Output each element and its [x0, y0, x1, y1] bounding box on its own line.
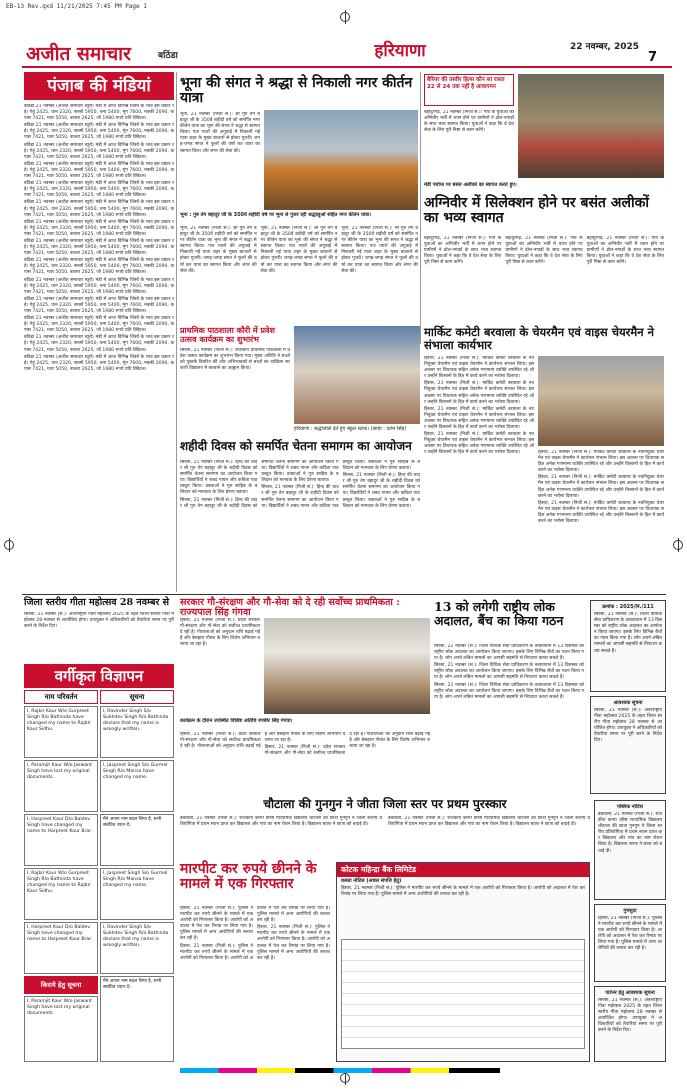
maarpit-paragraph: हिसार, 21 नवम्बर (निजी सं.): पुलिस ने मारपीट कर रुपये छीनने के मामले में एक आरोपी को गिरफ्तार किया है। आरोपी को अदालत में पेश कर रिमांड पर लिया गया है। पुलिस मामले में अन्य आरोपियों की तलाश कर रही है।: [180, 906, 330, 961]
maarpit-paragraph: हिसार, 21 नवम्बर (निजी सं.): पुलिस ने मारपीट कर रुपये छीनने के मामले में एक आरोपी को गिरफ्तार किया है। आरोपी को अदालत में पेश कर रिमांड पर लिया गया है। पुलिस मामले में अन्य आरोपियों की तलाश कर रही है।: [180, 906, 253, 942]
agniveer-paragraph: बहादुरगढ़, 21 नवम्बर (निजी सं.): गांव के युवाओं का अग्निवीर भर्ती में चयन होने पर ग्रामीणों ने ढोल-नगाड़ों के साथ भव्य स्वागत किया। युवाओं ने कहा कि वे देश सेवा के लिए पूरी निष्ठा से काम करेंगे।: [424, 236, 502, 266]
mandi-lead: बठिंडा 21 नवम्बर (अजीत समाचार ब्यूरो) मंडी में आज विभिन्न जिंसों के भाव इस प्रकार रहे। गेहूं 2425, धान 2320, सरसों 5950, चना 5400, मूंग 7600, मक्की 2090, कपास 7421, ग्वार 5050, बाजरा 2625, जौ 1980 रुपये प्रति क्विंटल।: [24, 161, 174, 180]
bank-notice-table: [341, 939, 585, 1049]
maarpit-headline: मारपीट कर रुपये छीनने के मामले में एक गिरफ्तार: [180, 861, 317, 893]
agniveer-body: [424, 236, 664, 320]
market-body-continued: [538, 450, 664, 590]
bank-name: कोटक महिन्द्रा बैंक लिमिटेड: [337, 863, 589, 877]
column-divider: [176, 72, 177, 592]
mandi-lead: बठिंडा 21 नवम्बर (अजीत समाचार ब्यूरो) मंडी में आज विभिन्न जिंसों के भाव इस प्रकार रहे। गेहूं 2425, धान 2320, सरसों 5950, चना 5400, मूंग 7600, मक्की 2090, कपास 7421, ग्वार 5050, बाजरा 2625, जौ 1980 रुपये प्रति क्विंटल।: [24, 277, 174, 295]
kirtan-paragraph: भूना, 21 नवम्बर (निजी सं.): श्री गुरु तेग बहादुर जी के 350वें शहीदी वर्ष को समर्पित नगर कीर्तन यात्रा का भूना की संगत ने श्रद्धा से स्वागत किया। पंज प्यारों की अगुवाई में निकाली गई यात्रा शहर के मुख्य बाजारों से होकर गुजरी। जगह-जगह संगत ने फूलों की वर्षा कर यात्रा का स्वागत किया और लंगर की सेवा की।: [260, 226, 338, 274]
mandi-lead: बठिंडा 21 नवम्बर (अजीत समाचार ब्यूरो) मंडी में आज विभिन्न जिंसों के भाव इस प्रकार रहे। गेहूं 2425, धान 2320, सरसों 5950, चना 5400, मूंग 7600, मक्की 2090, कपास 7421, ग्वार 5050, बाजरा 2625, जौ 1980 रुपये प्रति क्विंटल।: [24, 258, 174, 276]
public-notice-title: पब्लिक नोटिस: [616, 804, 644, 810]
shahidi-paragraph: सिरसा, 21 नवम्बर (निजी सं.): हिन्द की चादर श्री गुरु तेग बहादुर जी के शहीदी दिवस को समर्पित चेतना समागम का आयोजन किया गया। विद्यार्थियों ने शबद गायन और कविता पाठ प्रस्तुत किया। वक्ताओं ने गुरु साहिब के बलिदान को मानवता के लिए प्रेरणा बताया।: [261, 460, 420, 509]
mandi-lead: बठिंडा 21 नवम्बर (अजीत समाचार ब्यूरो) मंडी में आज विभिन्न जिंसों के भाव इस प्रकार रहे। गेहूं 2425, धान 2320, सरसों 5950, चना 5400, मूंग 7600, मक्की 2090, कपास 7421, ग्वार 5050, बाजरा 2625, जौ 1980 रुपये प्रति क्विंटल।: [24, 335, 174, 353]
market-paragraph: हिसार, 21 नवम्बर (निजी सं.): मार्किट कमेटी बरवाला के नवनियुक्त चेयरमैन एवं वाइस चेयरमैन ने कार्यभार संभाल लिया। इस अवसर पर विधायक सहित अनेक गणमान्य व्यक्ति उपस्थित रहे और उन्होंने किसानों के हित में कार्य करने का भरोसा दिलाया।: [538, 450, 664, 474]
shahidi-headline: शहीदी दिवस को समर्पित चेतना समागम का आयोजन: [180, 439, 412, 453]
classified-item: I, Jaspreet Singh S/o Gurmel Singh R/o Mansa have changed my name.: [100, 868, 174, 920]
public-notice-body: डबवाली, 21 नवम्बर (निजी सं.): राजकीय कन्या वरिष्ठ माध्यमिक विद्यालय चौटाला की छात्रा गुनगुन ने जिला स्तरीय प्रतियोगिता में प्रथम स्थान प्राप्त कर विद्यालय और गांव का नाम रोशन किया है। विद्यालय स्टाफ ने छात्रा को बधाई दी।: [598, 812, 662, 854]
shahidi-caption: हरियाणा : श्रद्धांजलि देते हुए स्कूल स्टाफ। (छाया : दर्शन सिंह): [294, 426, 407, 432]
notice-ad: [590, 696, 666, 794]
classified-item: I, Paramjit Kaur W/o Jaswant Singh have lost my original documents.: [24, 996, 98, 1062]
column-divider: [420, 72, 421, 344]
rent-notice-header: किराये हेतु सूचना: [24, 976, 98, 994]
classified-item: I, Rajbir Kaur W/o Gurpreet Singh R/o Bathinda have changed my name to Rajbir Kaur Sidhu.: [24, 868, 98, 920]
gita-body: सिरसा, 21 नवम्बर (सं.): अंतरराष्ट्रीय गीता महोत्सव 2025 के तहत जिला स्तरीय गीता महोत्सव 28 नवम्बर से आयोजित होगा। उपायुक्त ने अधिकारियों को तैयारियां समय पर पूरी करने के निर्देश दिए।: [24, 612, 174, 630]
tender-no: क्रमांक : 2025/नि./111: [602, 604, 654, 610]
classified-item: I, Paramjit Kaur W/o Jaswant Singh have lost my original documents.: [24, 760, 98, 812]
cow-caption: कार्यक्रम के दौरान उपस्थित विशिष्ट अतिथि रणबीर सिंह गंगवा।: [180, 718, 293, 724]
shahidi-body: [180, 460, 420, 590]
agniveer-paragraph: बहादुरगढ़, 21 नवम्बर (निजी सं.): गांव के युवाओं का अग्निवीर भर्ती में चयन होने पर ग्रामीणों ने ढोल-नगाड़ों के साथ भव्य स्वागत किया। युवाओं ने कहा कि वे देश सेवा के लिए पूरी निष्ठा से काम करेंगे।: [586, 236, 664, 266]
newspaper-logo: अजीत समाचार: [26, 43, 131, 65]
gita-headline: जिला स्तरीय गीता महोत्सव 28 नवम्बर से: [24, 597, 170, 608]
classified-item: मैंने अपना नाम बदल लिया है, सभी संबंधित ध्यान दें।: [100, 976, 174, 1062]
classified-col-right: सूचना: [100, 690, 174, 704]
market-paragraph: हिसार, 21 नवम्बर (निजी सं.): मार्किट कमेटी बरवाला के नवनियुक्त चेयरमैन एवं वाइस चेयरमैन ने कार्यभार संभाल लिया। इस अवसर पर विधायक सहित अनेक गणमान्य व्यक्ति उपस्थित रहे और उन्होंने किसानों के हित में कार्य करने का भरोसा दिलाया।: [424, 356, 534, 380]
mandi-lead: बठिंडा 21 नवम्बर (अजीत समाचार ब्यूरो) मंडी में आज विभिन्न जिंसों के भाव इस प्रकार रहे। गेहूं 2425, धान 2320, सरसों 5950, चना 5400, मूंग 7600, मक्की 2090, कपास 7421, ग्वार 5050, बाजरा 2625, जौ 1980 रुपये प्रति क्विंटल।: [24, 181, 174, 199]
mandi-lead: बठिंडा 21 नवम्बर (अजीत समाचार ब्यूरो) मंडी में आज विभिन्न जिंसों के भाव इस प्रकार रहे। गेहूं 2425, धान 2320, सरसों 5950, चना 5400, मूंग 7600, मक्की 2090, कपास 7421, ग्वार 5050, बाजरा 2625, जौ 1980 रुपये प्रति क्विंटल।: [24, 316, 174, 334]
bank-notice-body: हिसार, 21 नवम्बर (निजी सं.): पुलिस ने मारपीट कर रुपये छीनने के मामले में एक आरोपी को गिरफ्तार किया है। आरोपी को अदालत में पेश कर रिमांड पर लिया गया है। पुलिस मामले में अन्य आरोपियों की तलाश कर रही है।: [341, 886, 585, 898]
cow-headline: सरकार गौ-संरक्षण और गौ-सेवा को दे रही सर्वोच्च प्राथमिकता : राज्यपाल सिंह गंगवा: [180, 597, 400, 619]
traffic-kicker: बैरियर की तस्वीर हिल्स कौन सा रास्ता 22 से 24 तक नहीं है आवागमन: [424, 74, 514, 106]
agniveer-photo: [518, 74, 664, 178]
mandi-title: पंजाब की मंडियां: [24, 72, 174, 100]
section-title: हरियाणा: [374, 41, 426, 61]
color-calibration-bar: [180, 1068, 500, 1073]
mandi-lead: बठिंडा 21 नवम्बर (अजीत समाचार ब्यूरो) मंडी में आज विभिन्न जिंसों के भाव इस प्रकार रहे। गेहूं 2425, धान 2320, सरसों 5950, चना 5400, मूंग 7600, मक्की 2090, कपास 7421, ग्वार 5050, बाजरा 2625, जौ 1980 रुपये प्रति क्विंटल।: [24, 296, 174, 314]
edition-city: बठिंडा: [158, 51, 178, 61]
print-slug: EB-13 Rev.qxd 11/21/2025 7:45 PM Page 1: [6, 3, 147, 10]
cow-photo: [264, 618, 430, 714]
mandi-lead: बठिंडा 21 नवम्बर (अजीत समाचार ब्यूरो) मंडी में आज विभिन्न जिंसों के भाव इस प्रकार रहे। गेहूं 2425, धान 2320, सरसों 5950, चना 5400, मूंग 7600, मक्की 2090, कपास 7421, ग्वार 5050, बाजरा 2625, जौ 1980 रुपये प्रति क्विंटल।: [24, 104, 174, 122]
classified-item: I, Harpreet Kaur D/o Baldev Singh have changed my name to Harpreet Kaur Brar.: [24, 814, 98, 866]
mandi-lead: बठिंडा 21 नवम्बर (अजीत समाचार ब्यूरो) मंडी में आज विभिन्न जिंसों के भाव इस प्रकार रहे। गेहूं 2425, धान 2320, सरसों 5950, चना 5400, मूंग 7600, मक्की 2090, कपास 7421, ग्वार 5050, बाजरा 2625, जौ 1980 रुपये प्रति क्विंटल।: [24, 142, 174, 160]
tender-ad: [590, 600, 666, 692]
lokadalat-body: [434, 644, 584, 794]
school-body: सिरसा, 21 नवम्बर (निजी सं.): राजकीय प्राथमिक पाठशाला में प्रवेश उत्सव कार्यक्रम का शुभारंभ किया गया। मुख्य अतिथि ने बच्चों को पुस्तकें वितरित कीं और अभिभावकों से बच्चों का दाखिला सरकारी विद्यालय में करवाने का आह्वान किया।: [180, 348, 290, 372]
kirtan-paragraph: भूना, 21 नवम्बर (निजी सं.): श्री गुरु तेग बहादुर जी के 350वें शहीदी वर्ष को समर्पित नगर कीर्तन यात्रा का भूना की संगत ने श्रद्धा से स्वागत किया। पंज प्यारों की अगुवाई में निकाली गई यात्रा शहर के मुख्य बाजारों से होकर गुजरी। जगह-जगह संगत ने फूलों की वर्षा कर यात्रा का स्वागत किया और लंगर की सेवा की।: [180, 226, 257, 274]
classified-col-left: नाम परिवर्तन: [24, 690, 98, 704]
mandi-lead: बठिंडा 21 नवम्बर (अजीत समाचार ब्यूरो) मंडी में आज विभिन्न जिंसों के भाव इस प्रकार रहे। गेहूं 2425, धान 2320, सरसों 5950, चना 5400, मूंग 7600, मक्की 2090, कपास 7421, ग्वार 5050, बाजरा 2625, जौ 1980 रुपये प्रति क्विंटल।: [24, 219, 174, 237]
agniveer-caption: मंडी पर्याप्त पर बसंत अलीकों का स्वागत करते हुए।: [424, 182, 517, 188]
classified-item: मैंने अपना नाम बदल लिया है, सभी संबंधित ध्यान दें।: [100, 814, 174, 866]
bank-notice-subtitle: कब्जा नोटिस (अचल संपत्ति हेतु): [341, 878, 402, 884]
agniveer-headline: अग्निवीर में सिलेक्शन होने पर बसंत अलीकों का भव्य स्वागत: [424, 195, 649, 227]
market-paragraph: हिसार, 21 नवम्बर (निजी सं.): मार्किट कमेटी बरवाला के नवनियुक्त चेयरमैन एवं वाइस चेयरमैन ने कार्यभार संभाल लिया। इस अवसर पर विधायक सहित अनेक गणमान्य व्यक्ति उपस्थित रहे और उन्होंने किसानों के हित में कार्य करने का भरोसा दिलाया।: [538, 500, 664, 525]
lost-notice-body: हिसार, 21 नवम्बर (निजी सं.): पुलिस ने मारपीट कर रुपये छीनने के मामले में एक आरोपी को गिरफ्तार किया है। आरोपी को अदालत में पेश कर रिमांड पर लिया गया है। पुलिस मामले में अन्य आरोपियों की तलाश कर रही है।: [598, 916, 662, 952]
registration-mark: [673, 540, 683, 550]
cow-paragraph: हिसार, 21 नवम्बर (निजी सं.): प्रदेश सरकार गौ-संरक्षण और गौ-सेवा को सर्वोच्च प्राथमिकता दे रही है। गौशालाओं को अनुदान राशि बढ़ाई गई है और बेसहारा गौवंश के लिए विशेष अभियान चलाया जा रहा है।: [180, 732, 346, 750]
registration-mark: [340, 1073, 350, 1083]
issue-date: 22 नवम्बर, 2025: [570, 42, 640, 52]
cow-body: हिसार, 21 नवम्बर (निजी सं.): प्रदेश सरकार गौ-संरक्षण और गौ-सेवा को सर्वोच्च प्राथमिकता दे रही है। गौशालाओं को अनुदान राशि बढ़ाई गई है और बेसहारा गौवंश के लिए विशेष अभियान चलाया जा रहा है।: [180, 618, 260, 648]
market-paragraph: हिसार, 21 नवम्बर (निजी सं.): मार्किट कमेटी बरवाला के नवनियुक्त चेयरमैन एवं वाइस चेयरमैन ने कार्यभार संभाल लिया। इस अवसर पर विधायक सहित अनेक गणमान्य व्यक्ति उपस्थित रहे और उन्होंने किसानों के हित में कार्य करने का भरोसा दिलाया।: [538, 475, 664, 499]
lokadalat-paragraph: सिरसा, 21 नवम्बर (सं.): जिला विधिक सेवा प्राधिकरण के तत्वावधान में 13 दिसम्बर को राष्ट्रीय लोक अदालत का आयोजन किया जाएगा। इसके लिए विभिन्न बैंचों का गठन किया गया है। लोग अपने लंबित मामलों का आपसी सहमति से निपटारा करवा सकते हैं।: [434, 682, 584, 700]
chautala-paragraph: डबवाली, 21 नवम्बर (निजी सं.): राजकीय कन्या वरिष्ठ माध्यमिक विद्यालय चौटाला की छात्रा गुनगुन ने जिला स्तरीय प्रतियोगिता में प्रथम स्थान प्राप्त कर विद्यालय और गांव का नाम रोशन किया है। विद्यालय स्टाफ ने छात्रा को बधाई दी।: [388, 816, 590, 828]
section-divider: [22, 594, 666, 595]
partner-notice-ad: [594, 986, 666, 1062]
kirtan-photo: [264, 110, 418, 210]
shahidi-paragraph: सिरसा, 21 नवम्बर (निजी सं.): हिन्द की चादर श्री गुरु तेग बहादुर जी के शहीदी दिवस को समर्पित चेतना समागम का आयोजन किया गया। विद्यार्थियों ने शबद गायन और कविता पाठ प्रस्तुत किया। वक्ताओं ने गुरु साहिब के बलिदान को मानवता के लिए प्रेरणा बताया।: [180, 460, 339, 509]
lokadalat-paragraph: सिरसा, 21 नवम्बर (सं.): जिला विधिक सेवा प्राधिकरण के तत्वावधान में 13 दिसम्बर को राष्ट्रीय लोक अदालत का आयोजन किया जाएगा। इसके लिए विभिन्न बैंचों का गठन किया गया है। लोग अपने लंबित मामलों का आपसी सहमति से निपटारा करवा सकते हैं।: [434, 644, 584, 662]
market-paragraph: हिसार, 21 नवम्बर (निजी सं.): मार्किट कमेटी बरवाला के नवनियुक्त चेयरमैन एवं वाइस चेयरमैन ने कार्यभार संभाल लिया। इस अवसर पर विधायक सहित अनेक गणमान्य व्यक्ति उपस्थित रहे और उन्होंने किसानों के हित में कार्य करने का भरोसा दिलाया।: [424, 406, 534, 431]
traffic-body: बहादुरगढ़, 21 नवम्बर (निजी सं.): गांव के युवाओं का अग्निवीर भर्ती में चयन होने पर ग्रामीणों ने ढोल-नगाड़ों के साथ भव्य स्वागत किया। युवाओं ने कहा कि वे देश सेवा के लिए पूरी निष्ठा से काम करेंगे।: [424, 110, 514, 134]
classified-item: I, Harpreet Kaur D/o Baldev Singh have changed my name to Harpreet Kaur Brar.: [24, 922, 98, 974]
market-paragraph: हिसार, 21 नवम्बर (निजी सं.): मार्किट कमेटी बरवाला के नवनियुक्त चेयरमैन एवं वाइस चेयरमैन ने कार्यभार संभाल लिया। इस अवसर पर विधायक सहित अनेक गणमान्य व्यक्ति उपस्थित रहे और उन्होंने किसानों के हित में कार्य करने का भरोसा दिलाया।: [424, 381, 534, 405]
tender-body: सिरसा, 21 नवम्बर (सं.): जिला विधिक सेवा प्राधिकरण के तत्वावधान में 13 दिसम्बर को राष्ट्रीय लोक अदालत का आयोजन किया जाएगा। इसके लिए विभिन्न बैंचों का गठन किया गया है। लोग अपने लंबित मामलों का आपसी सहमति से निपटारा करवा सकते हैं।: [594, 612, 662, 654]
chautala-paragraph: डबवाली, 21 नवम्बर (निजी सं.): राजकीय कन्या वरिष्ठ माध्यमिक विद्यालय चौटाला की छात्रा गुनगुन ने जिला स्तरीय प्रतियोगिता में प्रथम स्थान प्राप्त कर विद्यालय और गांव का नाम रोशन किया है। विद्यालय स्टाफ ने छात्रा को बधाई दी।: [180, 816, 382, 828]
public-notice-ad: [594, 800, 666, 900]
kirtan-headline: भूना की संगत ने श्रद्धा से निकाली नगर कीर्तन यात्रा: [180, 75, 413, 107]
kirtan-body-continued: [180, 226, 418, 320]
classified-item: I, Rajbir Kaur W/o Gurpreet Singh R/o Bathinda have changed my name to Rajbir Kaur Sidhu.: [24, 706, 98, 758]
chautala-headline: चौटाला की गुनगुन ने जीता जिला स्तर पर प्रथम पुरस्कार: [263, 797, 507, 811]
kirtan-body: भूना, 21 नवम्बर (निजी सं.): श्री गुरु तेग बहादुर जी के 350वें शहीदी वर्ष को समर्पित नगर कीर्तन यात्रा का भूना की संगत ने श्रद्धा से स्वागत किया। पंज प्यारों की अगुवाई में निकाली गई यात्रा शहर के मुख्य बाजारों से होकर गुजरी। जगह-जगह संगत ने फूलों की वर्षा कर यात्रा का स्वागत किया और लंगर की सेवा की।: [180, 112, 260, 154]
cow-body-continued: [180, 732, 430, 794]
classified-item: I, Ravinder Singh S/o Sukhdev Singh R/o Bathinda declare that my name is wrongly written.: [100, 922, 174, 974]
maarpit-body: [180, 906, 330, 1062]
partner-notice-body: सिरसा, 21 नवम्बर (सं.): अंतरराष्ट्रीय गीता महोत्सव 2025 के तहत जिला स्तरीय गीता महोत्सव 28 नवम्बर से आयोजित होगा। उपायुक्त ने अधिकारियों को तैयारियां समय पर पूरी करने के निर्देश दिए।: [598, 998, 662, 1034]
lost-notice-title: गुमशुदा: [623, 908, 637, 914]
partner-notice-title: पार्टनर हेतु आवश्यक सूचना: [605, 990, 655, 996]
cow-paragraph: हिसार, 21 नवम्बर (निजी सं.): प्रदेश सरकार गौ-संरक्षण और गौ-सेवा को सर्वोच्च प्राथमिकता दे रही है। गौशालाओं को अनुदान राशि बढ़ाई गई है और बेसहारा गौवंश के लिए विशेष अभियान चलाया जा रहा है।: [264, 732, 430, 757]
mandi-lead: बठिंडा 21 नवम्बर (अजीत समाचार ब्यूरो) मंडी में आज विभिन्न जिंसों के भाव इस प्रकार रहे। गेहूं 2425, धान 2320, सरसों 5950, चना 5400, मूंग 7600, मक्की 2090, कपास 7421, ग्वार 5050, बाजरा 2625, जौ 1980 रुपये प्रति क्विंटल।: [24, 200, 174, 218]
market-photo: [538, 356, 664, 446]
notice-body: सिरसा, 21 नवम्बर (सं.): अंतरराष्ट्रीय गीता महोत्सव 2025 के तहत जिला स्तरीय गीता महोत्सव 28 नवम्बर से आयोजित होगा। उपायुक्त ने अधिकारियों को तैयारियां समय पर पूरी करने के निर्देश दिए।: [594, 708, 662, 744]
agniveer-paragraph: बहादुरगढ़, 21 नवम्बर (निजी सं.): गांव के युवाओं का अग्निवीर भर्ती में चयन होने पर ग्रामीणों ने ढोल-नगाड़ों के साथ भव्य स्वागत किया। युवाओं ने कहा कि वे देश सेवा के लिए पूरी निष्ठा से काम करेंगे।: [505, 236, 583, 266]
school-headline: प्राथमिक पाठशाला कौरी में प्रवेश उत्सव कार्यक्रम का शुभारंभ: [180, 325, 275, 344]
shahidi-paragraph: सिरसा, 21 नवम्बर (निजी सं.): हिन्द की चादर श्री गुरु तेग बहादुर जी के शहीदी दिवस को समर्पित चेतना समागम का आयोजन किया गया। विद्यार्थियों ने शबद गायन और कविता पाठ प्रस्तुत किया। वक्ताओं ने गुरु साहिब के बलिदान को मानवता के लिए प्रेरणा बताया।: [342, 473, 420, 509]
lokadalat-paragraph: सिरसा, 21 नवम्बर (सं.): जिला विधिक सेवा प्राधिकरण के तत्वावधान में 13 दिसम्बर को राष्ट्रीय लोक अदालत का आयोजन किया जाएगा। इसके लिए विभिन्न बैंचों का गठन किया गया है। लोग अपने लंबित मामलों का आपसी सहमति से निपटारा करवा सकते हैं।: [434, 663, 584, 681]
market-headline: मार्किट कमेटी बरवाला के चेयरमैन एवं वाइस चेयरमैन ने संभाला कार्यभार: [424, 325, 655, 352]
mandi-lead: बठिंडा 21 नवम्बर (अजीत समाचार ब्यूरो) मंडी में आज विभिन्न जिंसों के भाव इस प्रकार रहे। गेहूं 2425, धान 2320, सरसों 5950, चना 5400, मूंग 7600, मक्की 2090, कपास 7421, ग्वार 5050, बाजरा 2625, जौ 1980 रुपये प्रति क्विंटल।: [24, 123, 174, 141]
chautala-body: [180, 816, 590, 856]
mandi-lead: बठिंडा 21 नवम्बर (अजीत समाचार ब्यूरो) मंडी में आज विभिन्न जिंसों के भाव इस प्रकार रहे। गेहूं 2425, धान 2320, सरसों 5950, चना 5400, मूंग 7600, मक्की 2090, कपास 7421, ग्वार 5050, बाजरा 2625, जौ 1980 रुपये प्रति क्विंटल।: [24, 354, 174, 372]
lost-notice-ad: [594, 904, 666, 982]
notice-title: आवश्यक सूचना: [613, 700, 643, 706]
page-number: 7: [648, 50, 658, 65]
lokadalat-headline: 13 को लगेगी राष्ट्रीय लोक अदालत, बैंच का किया गठन: [434, 599, 564, 628]
kirtan-caption: भूना : गुरु तेग बहादुर जी के 350वें शहीदी वर्ष पर भूना से गुजर रही श्रद्धालुओं सहित नगर कीर्तन यात्रा।: [180, 212, 372, 218]
kirtan-paragraph: भूना, 21 नवम्बर (निजी सं.): श्री गुरु तेग बहादुर जी के 350वें शहीदी वर्ष को समर्पित नगर कीर्तन यात्रा का भूना की संगत ने श्रद्धा से स्वागत किया। पंज प्यारों की अगुवाई में निकाली गई यात्रा शहर के मुख्य बाजारों से होकर गुजरी। जगह-जगह संगत ने फूलों की वर्षा कर यात्रा का स्वागत किया और लंगर की सेवा की।: [341, 226, 418, 274]
mandi-lead: बठिंडा 21 नवम्बर (अजीत समाचार ब्यूरो) मंडी में आज विभिन्न जिंसों के भाव इस प्रकार रहे। गेहूं 2425, धान 2320, सरसों 5950, चना 5400, मूंग 7600, मक्की 2090, कपास 7421, ग्वार 5050, बाजरा 2625, जौ 1980 रुपये प्रति क्विंटल।: [24, 238, 174, 257]
mandi-rates-text: [24, 104, 174, 592]
shahidi-photo: [294, 326, 420, 424]
maarpit-paragraph: हिसार, 21 नवम्बर (निजी सं.): पुलिस ने मारपीट कर रुपये छीनने के मामले में एक आरोपी को गिरफ्तार किया है। आरोपी को अदालत में पेश कर रिमांड पर लिया गया है। पुलिस मामले में अन्य आरोपियों की तलाश कर रही है।: [257, 925, 330, 961]
classified-item: I, Jaspreet Singh S/o Gurmel Singh R/o Mansa have changed my name.: [100, 760, 174, 812]
registration-mark: [340, 12, 350, 22]
market-paragraph: हिसार, 21 नवम्बर (निजी सं.): मार्किट कमेटी बरवाला के नवनियुक्त चेयरमैन एवं वाइस चेयरमैन ने कार्यभार संभाल लिया। इस अवसर पर विधायक सहित अनेक गणमान्य व्यक्ति उपस्थित रहे और उन्होंने किसानों के हित में कार्य करने का भरोसा दिलाया।: [424, 432, 534, 456]
classified-title: वर्गीकृत विज्ञापन: [24, 664, 174, 688]
market-body: [424, 356, 534, 590]
registration-mark: [4, 540, 14, 550]
classified-item: I, Ravinder Singh S/o Sukhdev Singh R/o Bathinda declare that my name is wrongly written.: [100, 706, 174, 758]
bank-notice-ad: [336, 862, 590, 1062]
shahidi-paragraph: सिरसा, 21 नवम्बर (निजी सं.): हिन्द की चादर श्री गुरु तेग बहादुर जी के शहीदी दिवस को समर्पित चेतना समागम का आयोजन किया गया। विद्यार्थियों ने शबद गायन और कविता पाठ प्रस्तुत किया। वक्ताओं ने गुरु साहिब के बलिदान को मानवता के लिए प्रेरणा बताया।: [180, 460, 258, 496]
